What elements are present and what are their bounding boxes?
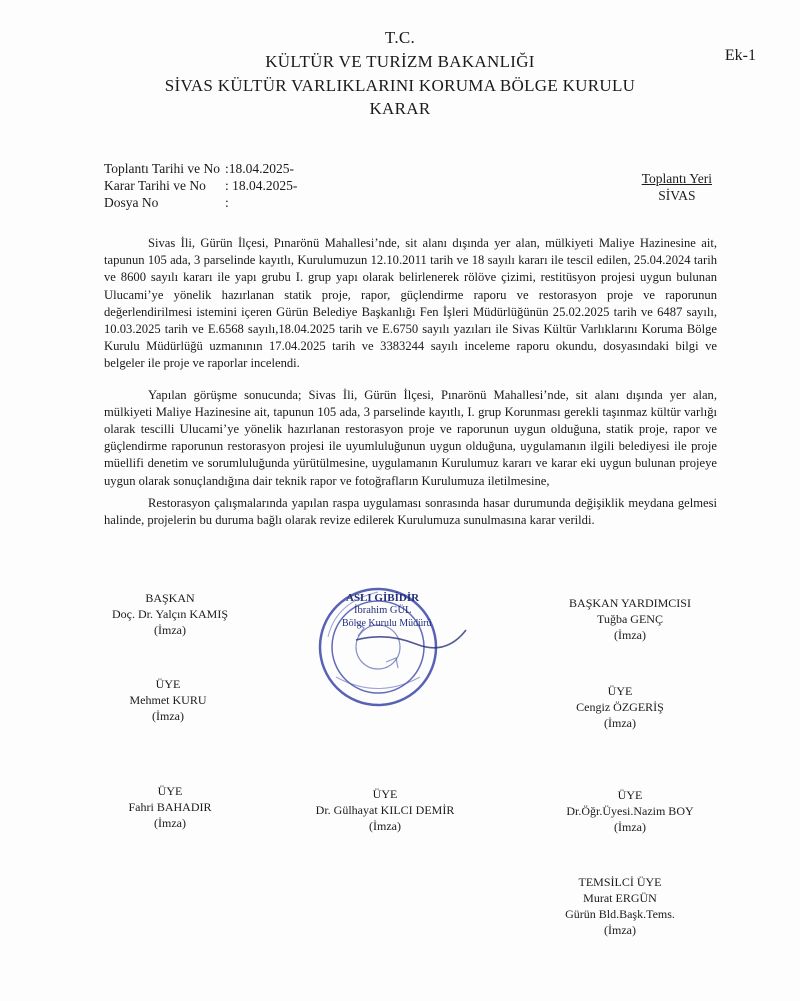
- header-tc: T.C.: [384, 28, 416, 47]
- meeting-place: [642, 170, 712, 204]
- signature-role: BAŞKAN: [145, 591, 195, 605]
- meta-block: [104, 160, 297, 211]
- signature-name: Tuğba GENÇ: [597, 612, 663, 626]
- signature-name: Dr.Öğr.Üyesi.Nazim BOY: [566, 804, 694, 818]
- decision-label: Karar Tarihi ve No: [104, 178, 206, 193]
- signature-name: Cengiz ÖZGERİŞ: [576, 700, 664, 714]
- header-council: SİVAS KÜLTÜR VARLIKLARINI KORUMA BÖLGE KURULU: [164, 76, 636, 95]
- signature-uye-kilci-demir: [300, 786, 470, 834]
- signature-name: Dr. Gülhayat KILCI DEMİR: [315, 803, 455, 817]
- signature-uye-kuru: [108, 676, 228, 724]
- file-value: :: [225, 195, 229, 210]
- stamp-line-1: ASLI GİBİDİR: [346, 592, 420, 604]
- meeting-value: :18.04.2025-: [225, 161, 294, 176]
- signature-mark: (İmza): [152, 709, 184, 723]
- signature-role: TEMSİLCİ ÜYE: [578, 875, 662, 889]
- signature-role: ÜYE: [155, 677, 181, 691]
- file-row: [104, 194, 297, 211]
- signature-baskan-yardimcisi: [540, 595, 720, 643]
- signature-temsilci-uye: [540, 874, 700, 938]
- meeting-label: Toplantı Tarihi ve No: [104, 161, 220, 176]
- signature-role: ÜYE: [372, 787, 398, 801]
- decision-row: [104, 177, 297, 194]
- signature-baskan: [100, 590, 240, 638]
- signature-role: BAŞKAN YARDIMCISI: [569, 596, 691, 610]
- signature-name: Mehmet KURU: [129, 693, 207, 707]
- paragraph-2: Yapılan görüşme sonucunda; Sivas İli, Gürün İlçesi, Pınarönü Mahallesi’nde, sit alanı dışında yer alan, mülkiyeti Maliye Hazinesine ait, tapunun 105 ada, 3 parselinde kayıtlı, I. grup Korunması gerekli taşınmaz kültür varlığı olarak tescilli Ulucami’ye yönelik hazırlanan restorasyon proje ve raporunun uygun olduğuna, statik proje, rapor ve güçlendirme raporunun restorasyon projesi ile uyumluluğunun uygun olduğuna, uygulamanın ilgili belediyesi ile proje müellifi denetim ve sorumluluğunda yürütülmesine, uygulamanın Kurulumuz kararı ve karar eki uygun bulunan projeye uygun olarak sonuçlandığına dair teknik rapor ve fotoğrafların Kurulumuza iletilmesine,: [104, 387, 717, 488]
- meeting-row: [104, 160, 297, 177]
- signature-mark: (İmza): [154, 816, 186, 830]
- signature-extra: Gürün Bld.Başk.Tems.: [565, 907, 675, 921]
- signature-role: ÜYE: [617, 788, 643, 802]
- signature-mark: (İmza): [614, 628, 646, 642]
- signature-name: Murat ERGÜN: [583, 891, 657, 905]
- signature-role: ÜYE: [607, 684, 633, 698]
- place-label: Toplantı Yeri: [641, 171, 712, 186]
- decision-value: : 18.04.2025-: [225, 178, 298, 193]
- signature-uye-bahadir: [110, 783, 230, 831]
- place-value: SİVAS: [658, 188, 696, 203]
- header-decision: KARAR: [369, 99, 431, 118]
- stamp-line-2: İbrahim GÜL: [354, 605, 412, 616]
- signature-name: Fahri BAHADIR: [128, 800, 212, 814]
- signature-mark: (İmza): [604, 923, 636, 937]
- stamp-line-3: Bölge Kurulu Müdürü: [342, 618, 432, 629]
- decision-body: [104, 235, 717, 529]
- paragraph-1: Sivas İli, Gürün İlçesi, Pınarönü Mahallesi’nde, sit alanı dışında yer alan, mülkiyeti Maliye Hazinesine ait, tapunun 105 ada, 3 parselinde kayıtlı, Kurulumuzun 12.10.2011 tarih ve 18 sayılı kararı ile tescil edilen, 25.04.2024 tarih ve 8600 sayılı kararı ile yapı grubu I. grup yapı olarak belirlenerek rölöve çizimi, restitüsyon projesi uygun bulunan Ulucami’ye yönelik hazırlanan statik proje, rapor, güçlendirme raporu ve restorasyon proje ve raporunun değerlendirilmesi istemini içeren Gürün Belediye Başkanlığı Fen İşleri Müdürlüğünün 25.02.2025 tarih ve 6487 sayılı, 10.03.2025 tarih ve E.6568 sayılı,18.04.2025 tarih ve E.6750 sayılı yazıları ile Sivas Kültür Varlıklarını Koruma Bölge Kurulu Müdürlüğü uzmanının 17.04.2025 tarih ve 3383244 sayılı inceleme raporu okundu, dosyasındaki bilgi ve belgeler ile proje ve raporlar incelendi.: [104, 236, 717, 371]
- file-label: Dosya No: [104, 195, 159, 210]
- signature-mark: (İmza): [614, 820, 646, 834]
- signature-mark: (İmza): [604, 716, 636, 730]
- signature-mark: (İmza): [369, 819, 401, 833]
- signature-name: Doç. Dr. Yalçın KAMIŞ: [111, 607, 228, 621]
- official-stamp: [316, 582, 476, 712]
- header-ministry: KÜLTÜR VE TURİZM BAKANLIĞI: [265, 52, 535, 71]
- signature-uye-boy: [545, 787, 715, 835]
- annex-label: Ek-1: [724, 47, 756, 64]
- signature-mark: (İmza): [154, 623, 186, 637]
- signature-role: ÜYE: [157, 784, 183, 798]
- paragraph-3: Restorasyon çalışmalarında yapılan raspa uygulaması sonrasında hasar durumunda değişiklik meydana gelmesi halinde, projelerin bu duruma bağlı olarak revize edilerek Kurulumuza sunulmasına karar verildi.: [104, 495, 717, 528]
- signature-uye-ozgeris: [550, 683, 690, 731]
